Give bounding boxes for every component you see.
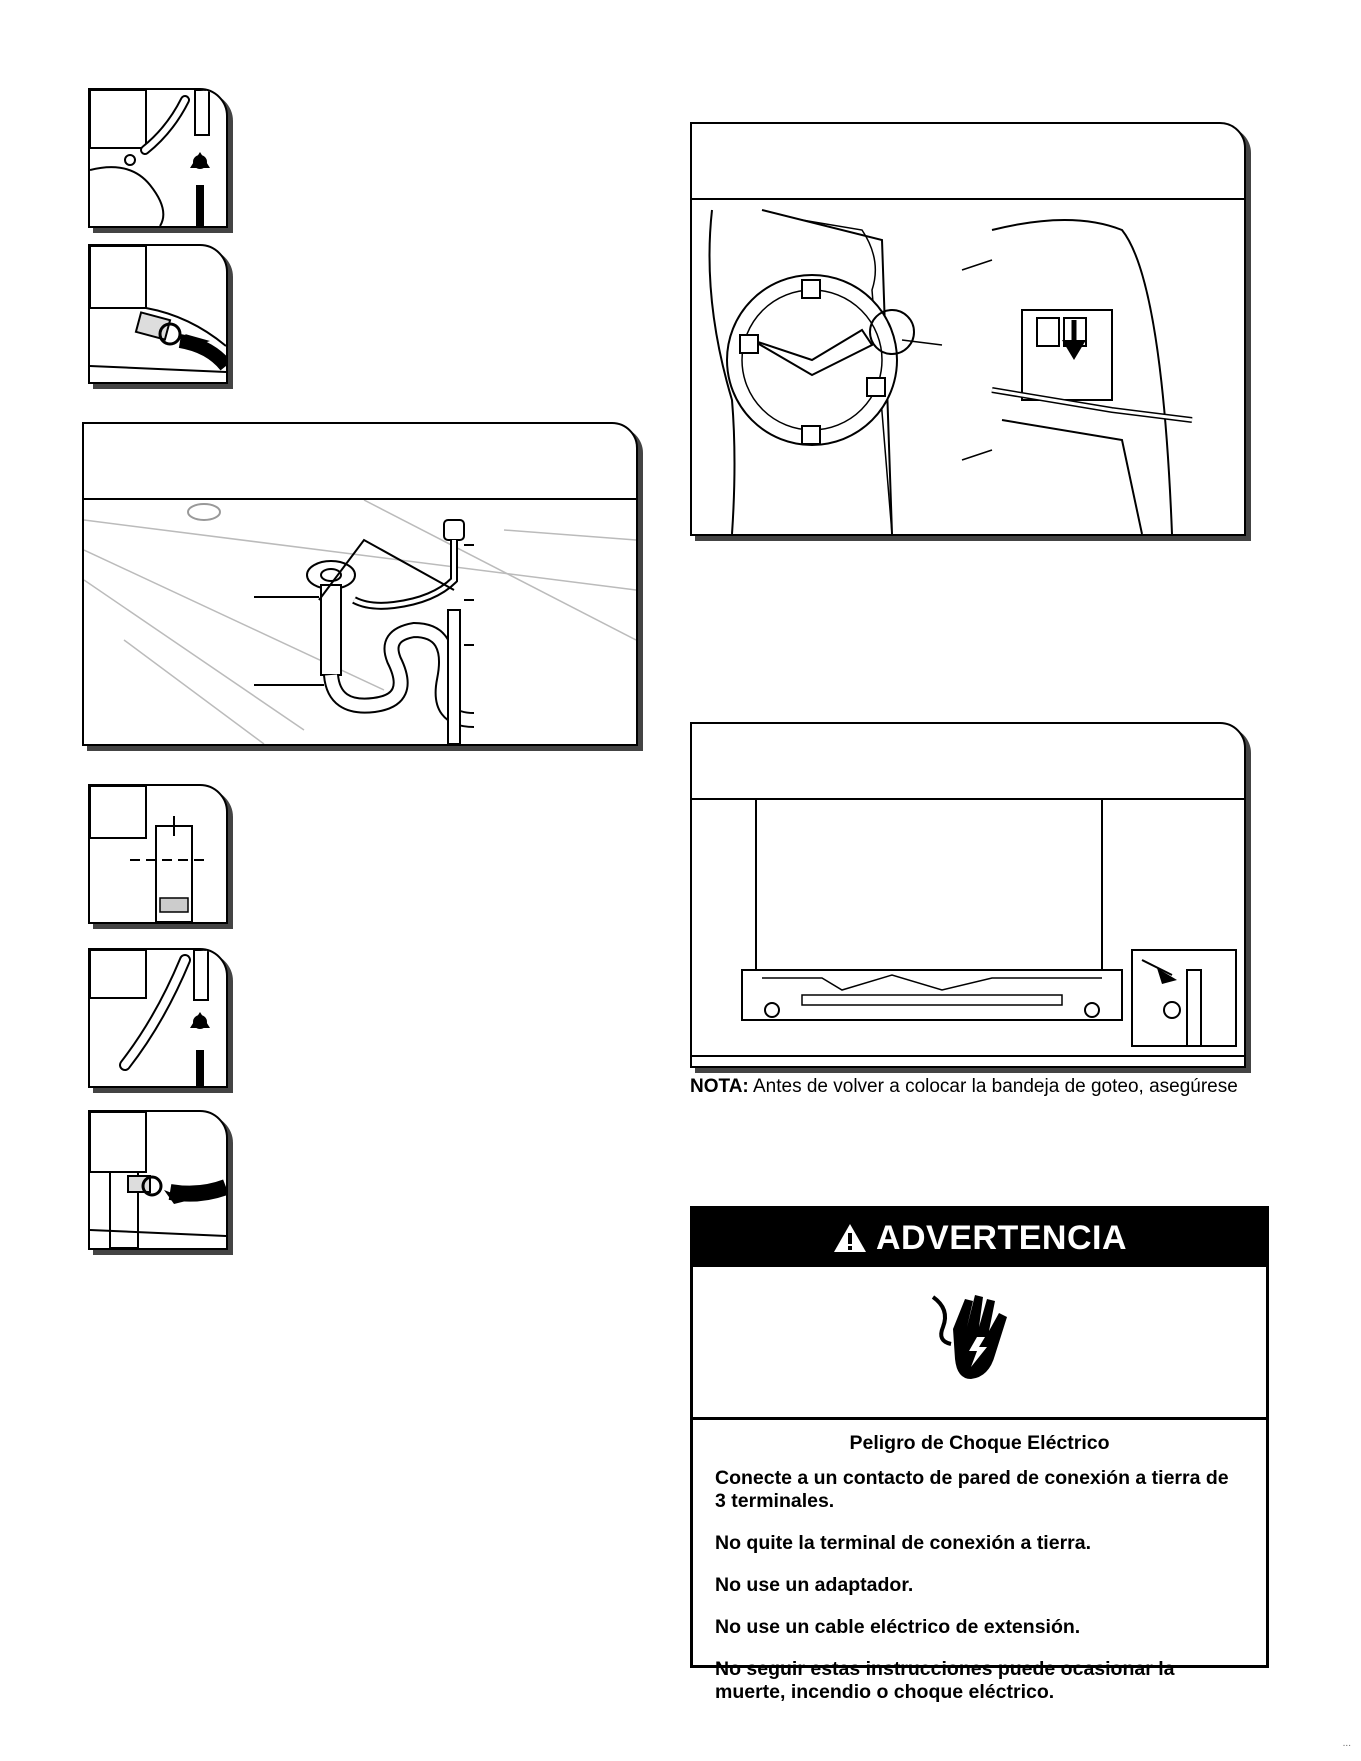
warning-icon-area [693, 1267, 1266, 1420]
warning-body [693, 1420, 1266, 1704]
page-footer-mark: ... [1342, 1738, 1351, 1749]
warning-header [693, 1209, 1266, 1267]
hose-cut-illustration [90, 786, 226, 922]
warning-header-label: ADVERTENCIA [875, 1218, 1128, 1257]
panel-header-bar [692, 124, 1244, 200]
warning-triangle-icon [832, 1222, 868, 1254]
hose-clamp-illustration [90, 90, 226, 226]
drain-hose-clamp-thumbnail-2 [88, 244, 228, 384]
panel-header-bar [692, 724, 1244, 800]
warning-line-2: No quite la terminal de conexión a tierra. [715, 1532, 1092, 1554]
note-text [690, 1076, 1238, 1098]
note-body: Antes de volver a colocar la bandeja de goteo, asegúrese [752, 1076, 1238, 1097]
hose-connect-thumbnail-4 [88, 1110, 228, 1250]
warning-line-4: No use un cable eléctrico de extensión. [715, 1616, 1081, 1638]
electric-shock-hand-icon [925, 1289, 1025, 1389]
hose-clamp-thumbnail-3 [88, 948, 228, 1088]
hose-connect-illustration-2 [90, 1112, 226, 1248]
warning-box [690, 1206, 1269, 1703]
hose-clamp-illustration-2 [90, 950, 226, 1086]
drain-hose-clamp-thumbnail-1 [88, 88, 228, 228]
warning-line-5: No seguir estas instrucciones puede ocasionar la muerte, incendio o choque eléctrico. [715, 1658, 1175, 1703]
junction-box-illustration [692, 200, 1244, 534]
drain-trap-illustration [84, 500, 636, 744]
warning-line-1: Conecte a un contacto de pared de conexión a tierra de 3 terminales. [715, 1467, 1229, 1512]
note-label: NOTA: [690, 1076, 749, 1097]
warning-line-3: No use un adaptador. [715, 1574, 914, 1596]
drain-connection-panel [82, 422, 638, 746]
hose-connect-illustration [90, 246, 226, 382]
drip-tray-panel [690, 722, 1246, 1068]
dishwasher-base-illustration [692, 800, 1244, 1066]
hose-end-thumbnail [88, 784, 228, 924]
electrical-box-panel [690, 122, 1246, 536]
panel-header-bar [84, 424, 636, 500]
warning-title: Peligro de Choque Eléctrico [849, 1432, 1110, 1454]
